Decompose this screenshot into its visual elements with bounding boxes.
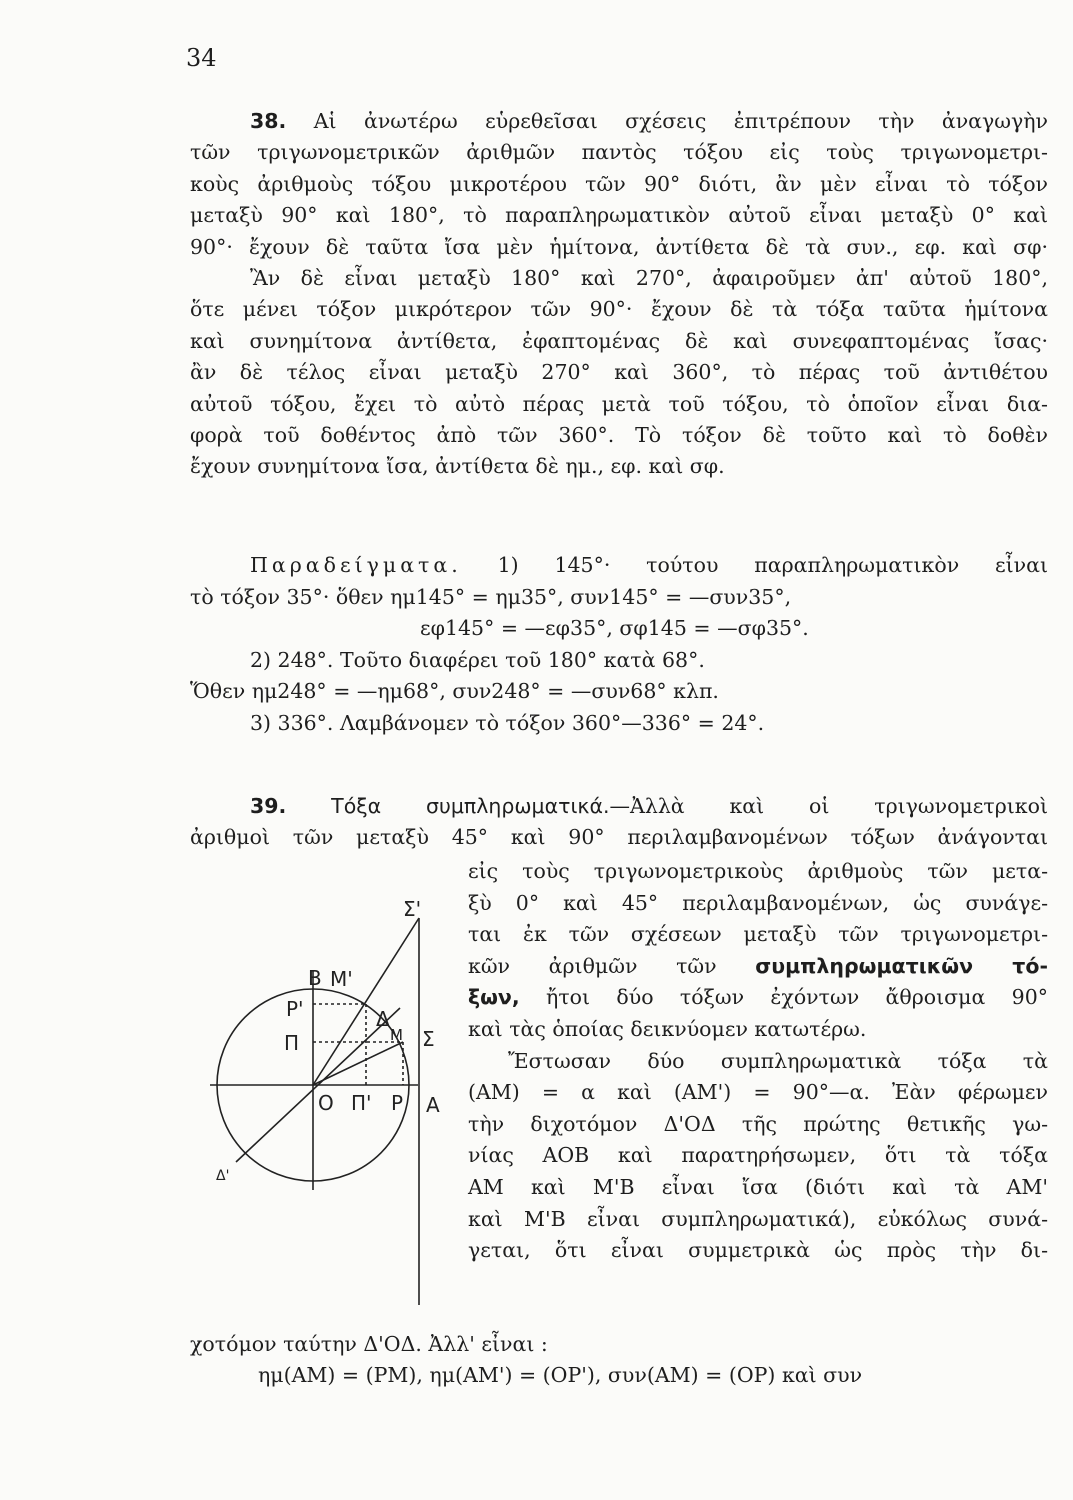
section-39-title: Τόξα συμπληρωματικά. (331, 794, 610, 818)
section-38-line-3: μεταξὺ 90° καὶ 180°, τὸ παραπληρωματικὸν αὐτοῦ εἶναι μεταξὺ 0° καὶ (190, 203, 1048, 228)
wrap-line-3: κῶν ἀριθμῶν τῶν συμπληρωματικῶν τό- (468, 953, 1048, 978)
section-38-line-10: φορὰ τοῦ δοθέντος ἀπὸ τῶν 360°. Τὸ τόξον δὲ τοῦτο καὶ τὸ δοθὲν (190, 423, 1048, 448)
example-2-line-b: Ὅθεν ημ248° = —ημ68°, συν248° = —συν68° κλπ. (190, 679, 719, 703)
label-b: B (308, 966, 322, 990)
section-39-number: 39. (250, 794, 287, 818)
wrap-line-8: (ΑΜ) = α καὶ (ΑΜ') = 90°—α. Ἐὰν φέρωμεν (468, 1080, 1048, 1105)
wrap-line-11: ΑΜ καὶ Μ'Β εἶναι ἴσα (διότι καὶ τὰ ΑΜ' (468, 1174, 1048, 1199)
final-line-2: ημ(ΑΜ) = (ΡΜ), ημ(ΑΜ') = (ΟΡ'), συν(ΑΜ) = (ΟΡ) καὶ συν (258, 1363, 863, 1388)
label-pi: Π (284, 1031, 300, 1055)
wrap-line-1: ξὺ 0° καὶ 45° περιλαμβανομένων, ὡς συνάγε- (468, 890, 1048, 915)
unit-circle-figure (190, 880, 460, 1320)
section-38-number: 38. (250, 109, 287, 133)
wrap-line-6: καὶ τὰς ὁποίας δεικνύομεν κατωτέρω. (468, 1016, 867, 1041)
section-38-line-11: ἔχουν συνημίτονα ἴσα, ἀντίθετα δὲ ημ., εφ. καὶ σφ. (190, 454, 725, 479)
section-38-line-6: ὅτε μένει τόξον μικρότερον τῶν 90°· ἔχουν δὲ τὰ τόξα ταῦτα ἡμίτονα (190, 297, 1048, 322)
final-line-1: χοτόμον ταύτην Δ'ΟΔ. Ἀλλ' εἶναι : (190, 1332, 548, 1356)
section-38-line-5: Ἂν δὲ εἶναι μεταξὺ 180° καὶ 270°, ἀφαιροῦμεν ἀπ' αὐτοῦ 180°, (250, 266, 1048, 291)
wrap-line-4: ξων, ἤτοι δύο τόξων ἐχόντων ἄθροισμα 90° (468, 985, 1048, 1010)
label-a: A (426, 1093, 440, 1117)
page-number: 34 (186, 44, 217, 72)
example-1-line-a: Παραδείγματα. 1) 145°· τούτου παραπληρωματικὸν εἶναι (250, 553, 1048, 577)
label-m: M (390, 1026, 403, 1044)
label-delta-prime: Δ' (216, 1168, 230, 1184)
section-38-line-1: τῶν τριγωνομετρικῶν ἀριθμῶν παντὸς τόξου εἰς τοὺς τριγωνομετρι- (190, 140, 1048, 165)
label-p: P (391, 1091, 404, 1115)
wrap-line-9: τὴν διχοτόμον Δ'ΟΔ τῆς πρώτης θετικῆς γω- (468, 1111, 1048, 1136)
label-delta: Δ (376, 1007, 390, 1031)
wrap-line-13: γεται, ὅτι εἶναι συμμετρικὰ ὡς πρὸς τὴν δι- (468, 1238, 1048, 1263)
section-38 (190, 106, 1048, 483)
section-38-line-8: ἂν δὲ τέλος εἶναι μεταξὺ 270° καὶ 360°, τὸ πέρας τοῦ ἀντιθέτου (190, 360, 1048, 385)
wrap-line-10: νίας ΑΟΒ καὶ παρατηρήσωμεν, ὅτι τὰ τόξα (468, 1143, 1048, 1168)
examples-heading: Παραδείγματα. (250, 553, 462, 577)
example-3-line: 3) 336°. Λαμβάνομεν τὸ τόξον 360°—336° = 24°. (250, 710, 765, 735)
wrap-line-12: καὶ Μ'Β εἶναι συμπληρωματικά), εὐκόλως συνά- (468, 1206, 1048, 1231)
example-1-line-c: εφ145° = —εφ35°, σφ145 = —σφ35°. (420, 616, 809, 640)
section-39-line-1: 39. Τόξα συμπληρωματικά.—Ἀλλὰ καὶ οἱ τριγωνομετρικοὶ (250, 794, 1048, 818)
section-38-line-7: καὶ συνημίτονα ἀντίθετα, ἐφαπτομένας δὲ καὶ συνεφαπτομένας ἴσας· (190, 328, 1048, 353)
section-38-line-9: αὐτοῦ τόξου, ἔχει τὸ αὐτὸ πέρας μετὰ τοῦ τόξου, τὸ ὁποῖον εἶναι δια- (190, 391, 1048, 416)
label-sigma: Σ (422, 1027, 435, 1051)
example-2-line-a: 2) 248°. Τοῦτο διαφέρει τοῦ 180° κατὰ 68°. (250, 647, 705, 672)
section-39-line-2: ἀριθμοὶ τῶν μεταξὺ 45° καὶ 90° περιλαμβανομένων τόξων ἀνάγονται (190, 825, 1048, 850)
wrap-line-2: ται ἐκ τῶν σχέσεων μεταξὺ τῶν τριγωνομετρι- (468, 922, 1048, 947)
wrap-line-7: Ἔστωσαν δύο συμπληρωματικὰ τόξα τὰ (508, 1048, 1048, 1073)
label-pi-prime: Π' (351, 1091, 372, 1115)
section-39-final (190, 1329, 1048, 1392)
section-39-intro (190, 791, 1048, 854)
label-p-prime: P' (286, 997, 304, 1021)
label-o: O (318, 1091, 334, 1115)
examples (190, 550, 1048, 739)
label-sigma-prime: Σ' (403, 897, 422, 921)
section-38-line-0: 38. Αἱ ἀνωτέρω εὑρεθεῖσαι σχέσεις ἐπιτρέπουν τὴν ἀναγωγὴν (250, 109, 1048, 133)
wrap-line-0: εἰς τοὺς τριγωνομετρικοὺς ἀριθμοὺς τῶν μετα- (468, 859, 1048, 883)
section-38-line-4: 90°· ἔχουν δὲ ταῦτα ἴσα μὲν ἡμίτονα, ἀντίθετα δὲ τὰ συν., εφ. καὶ σφ· (190, 234, 1048, 259)
example-1-line-b: τὸ τόξον 35°· ὅθεν ημ145° = ημ35°, συν145° = —συν35°, (190, 584, 792, 609)
bold-term: συμπληρωματικῶν τό- (755, 953, 1048, 978)
section-38-line-2: κοὺς ἀριθμοὺς τόξου μικροτέρου τῶν 90° διότι, ἂν μὲν εἶναι τὸ τόξον (190, 171, 1048, 196)
section-39-wrapped-text (468, 856, 1048, 1267)
label-m-prime: M' (330, 967, 353, 991)
